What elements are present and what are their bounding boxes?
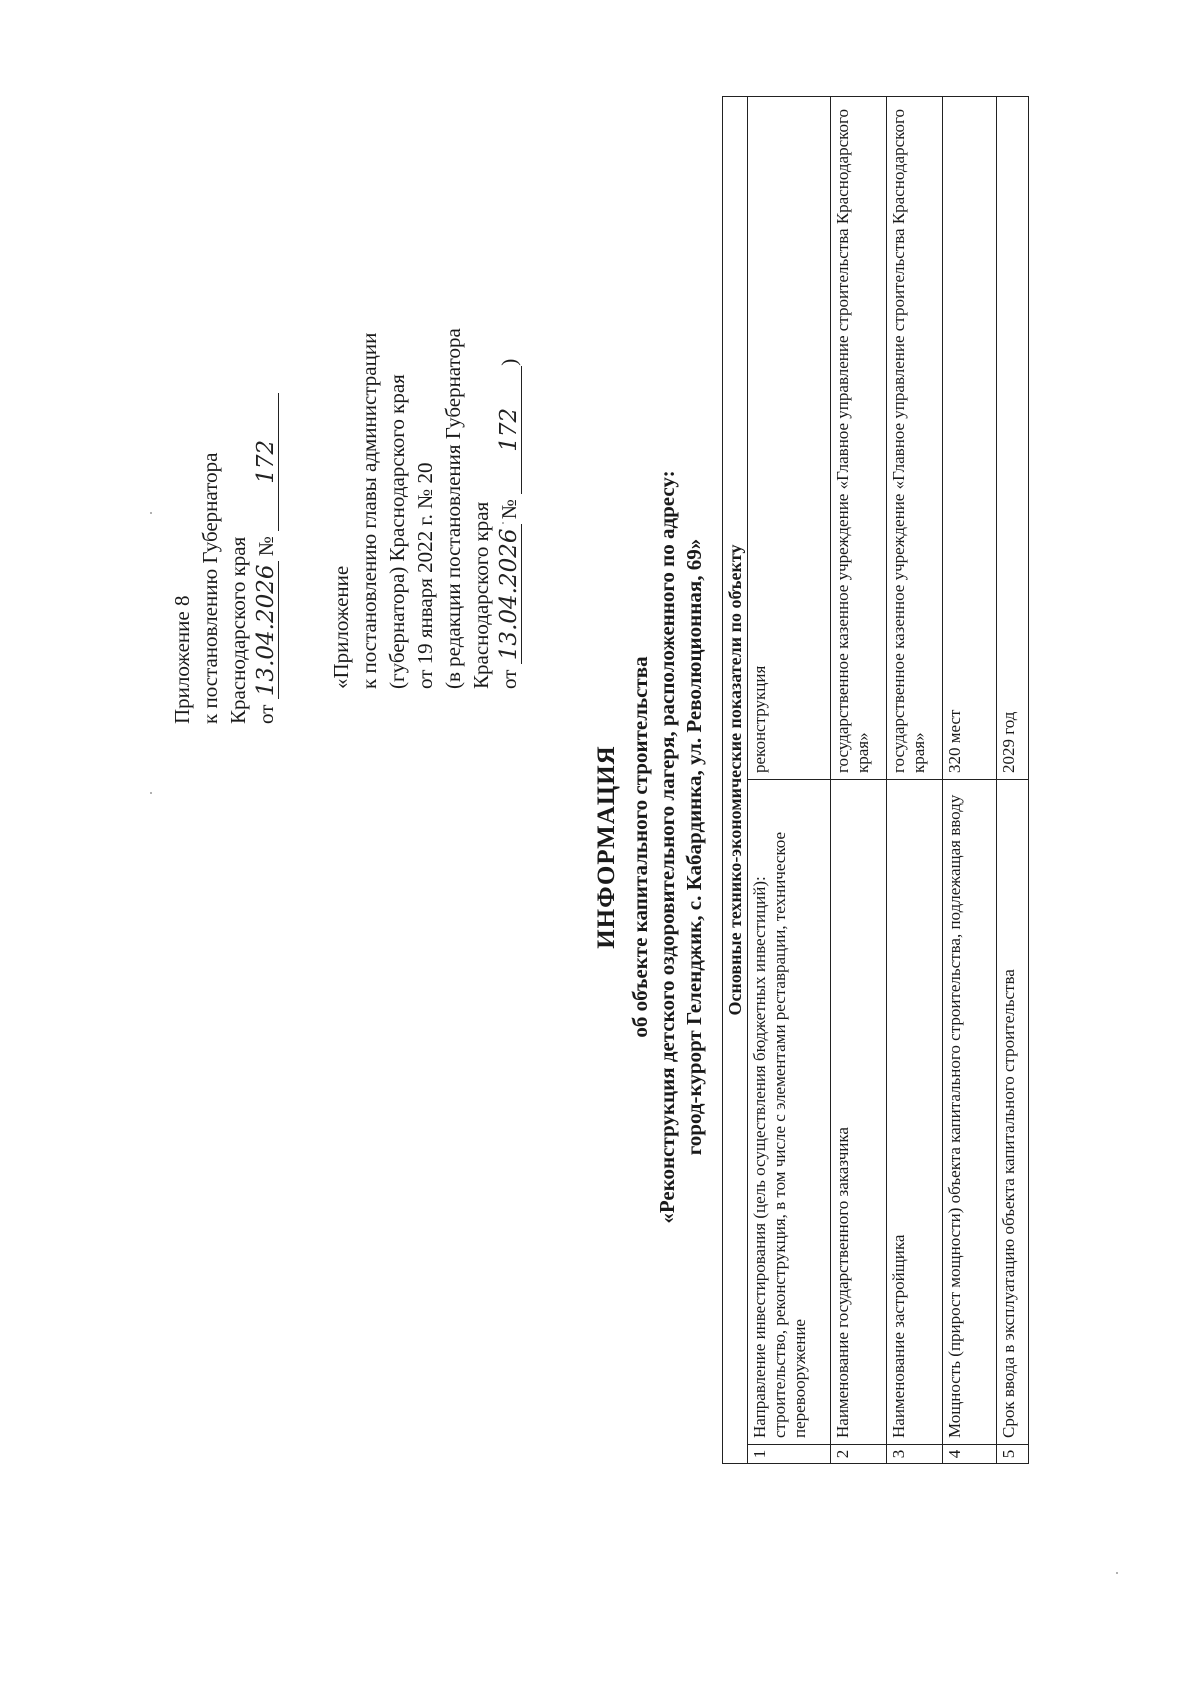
row-value: государственное казенное учреждение «Главное управление строительства Краснодарского края» (831, 97, 887, 780)
object-name-line: «Реконструкция детского оздоровительного лагеря, расположенного по адресу: (655, 470, 679, 1224)
handwritten-date: 13.04.2026 (497, 524, 522, 664)
previous-appendix-date-line (495, 328, 523, 689)
row-value: государственное казенное учреждение «Главное управление строительства Краснодарского края» (887, 97, 943, 780)
appendix-decree-line: к постановлению Губернатора (198, 452, 222, 724)
scan-speck (502, 522, 504, 524)
document-heading: ИНФОРМАЦИЯ (593, 745, 620, 949)
object-address-line: город-курорт Геленджик, с. Кабардинка, ул. Революционная, 69» (682, 538, 706, 1156)
table-row (887, 97, 943, 1464)
row-label: Наименование государственного заказчика (831, 780, 887, 1445)
table-row (997, 97, 1029, 1464)
row-number: 1 (748, 1445, 831, 1464)
scan-speck (150, 512, 152, 514)
row-number: 3 (887, 1445, 943, 1464)
handwritten-date: 13.04.2026 (254, 561, 279, 699)
table-row (748, 97, 831, 1464)
previous-appendix-line: (в редакции постановления Губернатора (441, 328, 465, 689)
appendix-number: Приложение 8 (170, 595, 194, 724)
appendix-region-line: Краснодарского края (226, 536, 250, 724)
number-sign: № (497, 499, 521, 520)
table-header: Основные технико-экономические показатели по объекту (723, 97, 748, 1464)
previous-appendix-line: Краснодарского края (469, 501, 493, 689)
appendix-8-block (168, 393, 280, 724)
scan-speck (1116, 1572, 1118, 1574)
closing-parenthesis: ) (497, 358, 521, 366)
previous-appendix-line: к постановлению главы администрации (357, 332, 381, 689)
date-prefix: от (254, 704, 278, 724)
previous-appendix-line: (губернатора) Краснодарского края (385, 374, 409, 689)
previous-appendix-block (327, 328, 523, 689)
row-value: 320 мест (943, 97, 997, 780)
row-label: Наименование застройщика (887, 780, 943, 1445)
date-prefix: от (497, 669, 521, 689)
row-value: 2029 год (997, 97, 1029, 780)
number-sign: № (254, 536, 278, 557)
row-value: реконструкция (748, 97, 831, 780)
row-number: 5 (997, 1445, 1029, 1464)
row-number: 2 (831, 1445, 887, 1464)
scan-speck (150, 792, 152, 794)
handwritten-number: 172 (254, 393, 279, 531)
table-header-row (723, 97, 748, 1464)
indicators-table (722, 96, 1029, 1464)
document-subheading: об объекте капитального строительства (628, 656, 652, 1038)
row-label: Мощность (прирост мощности) объекта капитального строительства, подлежащая вводу (943, 780, 997, 1445)
previous-appendix-title: «Приложение (329, 565, 353, 689)
row-number: 4 (943, 1445, 997, 1464)
row-label: Срок ввода в эксплуатацию объекта капитального строительства (997, 780, 1029, 1445)
row-label: Направление инвестирования (цель осуществления бюджетных инвестиций): строительство, реконструкция, в том числе с элементами реставрации, техническое перевооружение (748, 780, 831, 1445)
handwritten-number: 172 (497, 366, 522, 494)
table-row (831, 97, 887, 1464)
previous-appendix-line: от 19 января 2022 г. № 20 (413, 462, 437, 689)
table-row (943, 97, 997, 1464)
appendix-date-line (252, 393, 280, 724)
